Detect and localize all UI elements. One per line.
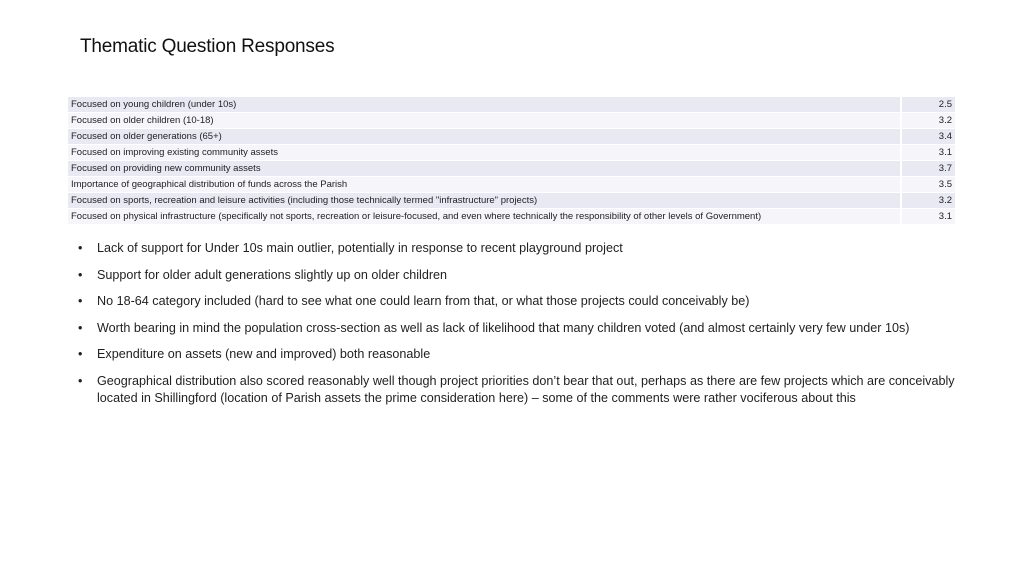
- row-label: Focused on older children (10-18): [68, 113, 901, 129]
- row-label: Focused on improving existing community assets: [68, 145, 901, 161]
- row-value: 3.2: [901, 193, 955, 209]
- bullet-text: Lack of support for Under 10s main outlier, potentially in response to recent playground project: [97, 241, 623, 255]
- table-row: [68, 97, 955, 113]
- list-item: [78, 267, 958, 284]
- row-label: Focused on older generations (65+): [68, 129, 901, 145]
- bullet-marker: •: [78, 294, 83, 308]
- list-item: [78, 373, 958, 407]
- slide-title: Thematic Question Responses: [80, 36, 335, 57]
- row-value: 3.1: [901, 209, 955, 225]
- row-label: Focused on young children (under 10s): [68, 97, 901, 113]
- responses-table: [68, 97, 955, 225]
- row-label: Focused on providing new community assets: [68, 161, 901, 177]
- table-row: [68, 129, 955, 145]
- bullet-text: Expenditure on assets (new and improved) both reasonable: [97, 347, 431, 361]
- bullet-marker: •: [78, 267, 83, 282]
- table-row: [68, 177, 955, 193]
- table-row: [68, 113, 955, 129]
- table-row: [68, 161, 955, 177]
- bullet-list: [78, 240, 958, 416]
- row-value: 3.1: [901, 145, 955, 161]
- bullet-marker: •: [78, 373, 83, 388]
- list-item: [78, 293, 958, 310]
- row-label: Focused on sports, recreation and leisure activities (including those technically termed "infrastructure" projects): [68, 193, 901, 209]
- bullet-text: No 18-64 category included (hard to see what one could learn from that, or what those projects could conceivably be): [97, 294, 750, 308]
- list-item: [78, 346, 958, 363]
- table-row: [68, 145, 955, 161]
- bullet-marker: •: [78, 320, 83, 335]
- bullet-text: Worth bearing in mind the population cross-section as well as lack of likelihood that many children voted (and almost certainly very few under 10s): [97, 320, 910, 335]
- row-label: Focused on physical infrastructure (specifically not sports, recreation or leisure-focused, and even where technically the responsibility of other levels of Government): [68, 209, 901, 225]
- table-row: [68, 209, 955, 225]
- row-value: 3.7: [901, 161, 955, 177]
- bullet-text: Geographical distribution also scored reasonably well though project priorities don’t bear that out, perhaps as there are few projects which are conceivably located in Shillingford (location of Parish assets the prime consideration here) – some of the comments were rather vociferous about this: [97, 373, 955, 405]
- bullet-text: Support for older adult generations slightly up on older children: [97, 267, 448, 282]
- table-row: [68, 193, 955, 209]
- list-item: [78, 320, 958, 337]
- row-value: 3.5: [901, 177, 955, 193]
- row-value: 3.2: [901, 113, 955, 129]
- bullet-marker: •: [78, 347, 83, 361]
- bullet-marker: •: [78, 241, 83, 255]
- list-item: [78, 240, 958, 257]
- row-value: 3.4: [901, 129, 955, 145]
- row-label: Importance of geographical distribution of funds across the Parish: [68, 177, 901, 193]
- row-value: 2.5: [901, 97, 955, 113]
